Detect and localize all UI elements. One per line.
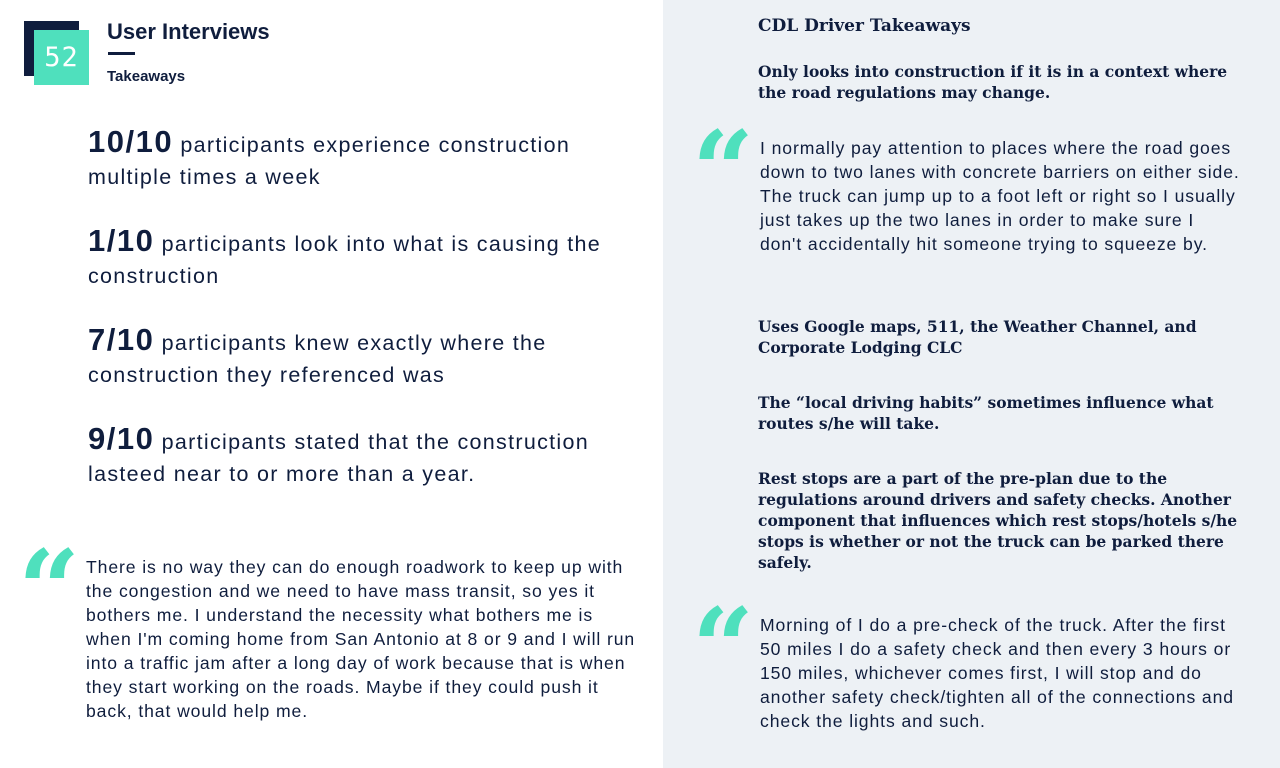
logo-badge: 52 [34,30,89,85]
stat-item [88,423,648,490]
stat-number: 7/10 [88,322,155,357]
interview-quote: Morning of I do a pre-check of the truck. After the first 50 miles I do a safety check and then every 3 hours or 150 miles, whichever comes first, I will stop and do another safety check/tighten all of the connections and check the lights and such. [760,615,1234,731]
quote-mark-icon: “ [18,527,81,653]
stat-text: participants stated that the construction lasteed near to or more than a year. [88,430,590,486]
title-underline [108,52,135,55]
takeaway-text: Rest stops are a part of the pre-plan due to the regulations around drivers and safety checks. Another component that influences which rest stops/hotels s/he stops is whether or not the truck can be parked there safely. [758,469,1238,572]
stat-number: 1/10 [88,223,155,258]
stat-item [88,225,648,292]
takeaway-text: The “local driving habits” sometimes influence what routes s/he will take. [758,393,1214,433]
page-title: User Interviews [107,19,270,44]
stat-number: 9/10 [88,421,155,456]
stat-text: participants experience construction multiple times a week [88,133,571,189]
right-panel-title: CDL Driver Takeaways [758,16,971,36]
page-subtitle: Takeaways [107,68,186,85]
stat-number: 10/10 [88,124,174,159]
interview-quote: I normally pay attention to places where the road goes down to two lanes with concrete barriers on either side. The truck can jump up to a foot left or right so I usually just takes up the two lanes in order to make sure I don't accidentally hit someone trying to squeeze by. [760,138,1240,254]
stat-item [88,126,648,193]
quote-mark-icon: “ [692,585,755,711]
stat-text: participants knew exactly where the construction they referenced was [88,331,547,387]
takeaway-text: Only looks into construction if it is in a context where the road regulations may change. [758,62,1228,102]
stat-item [88,324,648,391]
interview-quote: There is no way they can do enough roadwork to keep up with the congestion and we need to have mass transit, so yes it bothers me. I understand the necessity what bothers me is when I'm coming home from San Antonio at 8 or 9 and I will run into a traffic jam after a long day of work because that is when they start working on the roads. Maybe if they could push it back, that would help me. [86,557,636,721]
quote-mark-icon: “ [692,108,755,234]
stat-text: participants look into what is causing the construction [88,232,602,288]
takeaway-text: Uses Google maps, 511, the Weather Channel, and Corporate Lodging CLC [758,317,1197,357]
